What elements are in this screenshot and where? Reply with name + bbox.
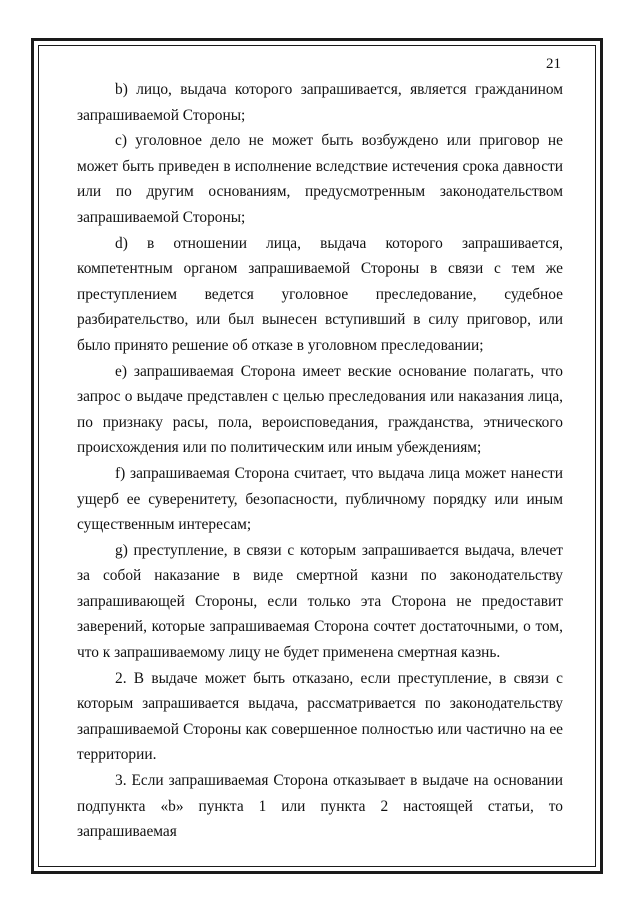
paragraph-2: 2. В выдаче может быть отказано, если преступление, в связи с которым запрашивается выдача, рассматривается по законодательству запрашиваемой Стороны как совершенное полностью или частично на ее территории. [77, 669, 563, 764]
paragraph-f: f) запрашиваемая Сторона считает, что выдача лица может нанести ущерб ее суверенитету, безопасности, публичному порядку или иным существенным интересам; [77, 464, 563, 534]
page-number: 21 [546, 56, 561, 72]
paragraph-c: c) уголовное дело не может быть возбуждено или приговор не может быть приведен в исполнение вследствие истечения срока давности или по другим основаниям, предусмотренным законодательством запрашиваемой Стороны; [77, 132, 563, 226]
paragraph-g: g) преступление, в связи с которым запрашивается выдача, влечет за собой наказание в виде смертной казни по законодательству запрашивающей Стороны, если только эта Сторона не предоставит заверений, которые запрашиваемая Сторона сочтет достаточными, о том, что к запрашиваемому лицу не будет применена смертная казнь. [77, 541, 563, 662]
paragraph-b: b) лицо, выдача которого запрашивается, является гражданином запрашиваемой Стороны; [77, 81, 563, 124]
document-body [77, 77, 563, 845]
paragraph-e: e) запрашиваемая Сторона имеет веские основание полагать, что запрос о выдаче представлен с целью преследования или наказания лица, по признаку расы, пола, вероисповедания, гражданства, этнического происхождения или по политическим или иным убеждениям; [77, 362, 563, 457]
paragraph-3: 3. Если запрашиваемая Сторона отказывает в выдаче на основании подпункта «b» пункта 1 или пункта 2 настоящей статьи, то запрашиваемая [77, 772, 563, 841]
paragraph-d: d) в отношении лица, выдача которого запрашивается, компетентным органом запрашиваемой Стороны в связи с тем же преступлением ведется уголовное преследование, судебное разбирательство, или был вынесен вступивший в силу приговор, или было принято решение об отказе в уголовном преследовании; [77, 234, 563, 354]
